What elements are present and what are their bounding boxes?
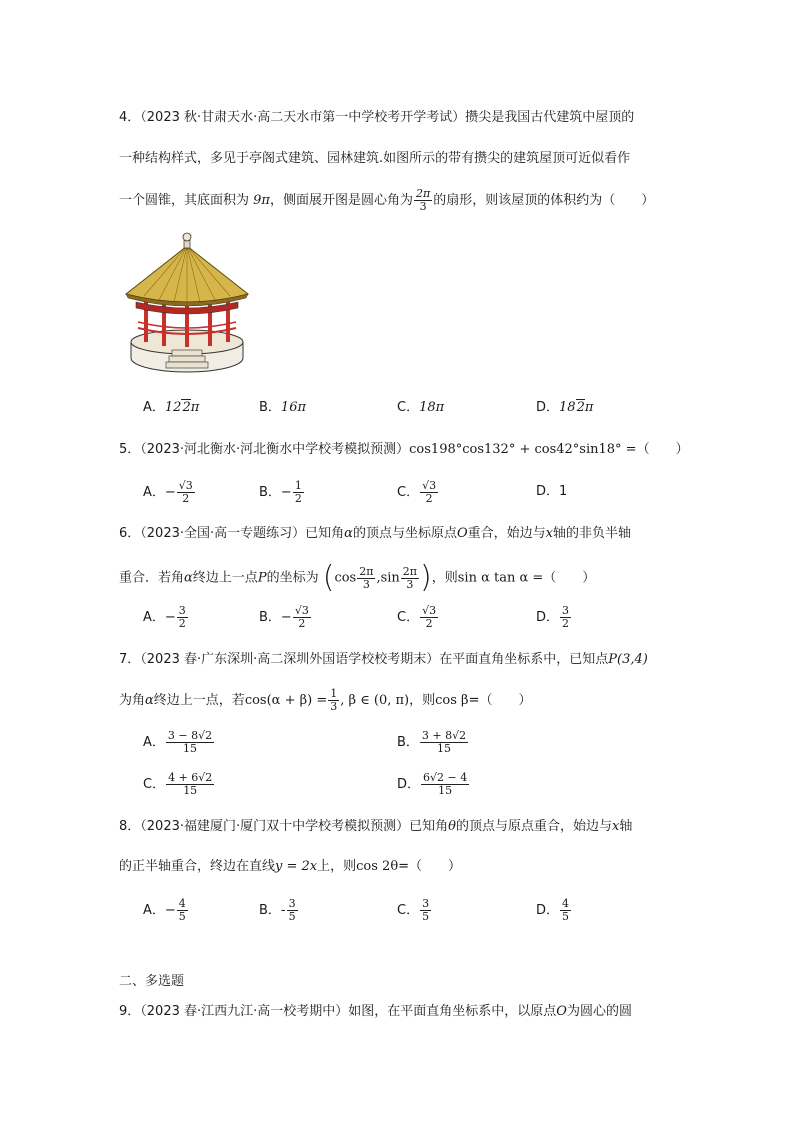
q4-number: 4． [119, 110, 141, 125]
q4-area: 9π [253, 193, 270, 208]
q7-option-c[interactable]: C． $\frac{4 + 6√2}{15}$ [143, 771, 213, 797]
q9-number: 9． [119, 1004, 141, 1019]
q4-line-3 [119, 188, 654, 213]
q5-expression: cos198°cos132° + cos42°sin18° =（ ） [409, 442, 689, 457]
q4-option-a[interactable]: A．122π [143, 400, 200, 415]
q5-option-c[interactable]: C． $\frac{√3}{2}$ [397, 479, 437, 505]
q6-source: （2023·全国·高一专题练习） [140, 526, 306, 541]
q7-option-a[interactable]: A． $\frac{3 - 8√2}{15}$ [143, 729, 213, 755]
q7-source: （2023 春·广东深圳·高二深圳外国语学校校考期末） [140, 652, 440, 667]
q7-number: 7． [119, 652, 141, 667]
q4-text-3a: 一个圆锥，其底面积为 [119, 193, 250, 208]
q4-option-d[interactable]: D．182π [536, 400, 594, 415]
q9-line-1: 9．（2023 春·江西九江·高一校考期中）如图，在平面直角坐标系中，以原点O为圆心的圆 [119, 1004, 632, 1019]
q4-option-b-value: 16π [280, 400, 307, 415]
q4-source: （2023 秋·甘肃天水·高二天水市第一中学校考开学考试） [140, 110, 466, 125]
q8-line-2: 的正半轴重合，终边在直线y = 2x上，则cos 2θ=（ ） [119, 859, 462, 874]
q6-option-c[interactable]: C． $\frac{√3}{2}$ [397, 604, 437, 630]
q5-option-d[interactable]: D．1 [536, 484, 568, 499]
q8-option-c[interactable]: C． $\frac{3}{5}$ [397, 897, 430, 923]
q4-option-a-value: 122π [164, 400, 200, 415]
q4-line-2 [119, 149, 630, 169]
q6-number: 6． [119, 526, 141, 541]
q8-option-b[interactable]: B．- $\frac{3}{5}$ [259, 897, 296, 923]
q6-option-b[interactable]: B．− $\frac{√3}{2}$ [259, 604, 309, 630]
q8-line-1: 8．（2023·福建厦门·厦门双十中学校考模拟预测）已知角θ的顶点与原点重合，始边与x轴 [119, 819, 633, 834]
pavilion-illustration [124, 232, 250, 382]
q5-line-1 [119, 440, 689, 460]
q9-source: （2023 春·江西九江·高一校考期中） [140, 1004, 349, 1019]
q7-option-d[interactable]: D． $\frac{6√2 - 4}{15}$ [397, 771, 468, 797]
q8-option-d[interactable]: D． $\frac{4}{5}$ [536, 897, 570, 923]
q5-number: 5． [119, 442, 141, 457]
q4-option-b[interactable]: B．16π [259, 400, 307, 415]
q7-line-2: 为角α终边上一点，若cos(α + β) = $\frac{1}{3}$ , β ∈ (0, π)，则cos β=（ ） [119, 687, 532, 713]
q4-text-3b: ，侧面展开图是圆心角为 [269, 193, 413, 208]
q6-option-a[interactable]: A．− $\frac{3}{2}$ [143, 604, 186, 630]
q5-option-b[interactable]: B．− $\frac{1}{2}$ [259, 479, 302, 505]
q8-number: 8． [119, 819, 141, 834]
q4-text-3c: 的扇形，则该屋顶的体积约为（ ） [433, 193, 655, 208]
q5-source: （2023·河北衡水·河北衡水中学校考模拟预测） [140, 442, 410, 457]
q4-line-1 [119, 108, 634, 128]
q4-text-1: 攒尖是我国古代建筑中屋顶的 [465, 110, 635, 125]
q6-option-d[interactable]: D． $\frac{3}{2}$ [536, 604, 570, 630]
section-heading-multi-choice: 二、多选题 [119, 974, 185, 989]
q8-source: （2023·福建厦门·厦门双十中学校考模拟预测） [140, 819, 410, 834]
q7-option-b[interactable]: B． $\frac{3 + 8√2}{15}$ [397, 729, 467, 755]
q4-text-2: 一种结构样式，多见于亭阁式建筑、园林建筑.如图所示的带有攒尖的建筑屋顶可近似看作 [119, 151, 631, 166]
q6-line-1: 6．（2023·全国·高一专题练习）已知角α的顶点与坐标原点O重合，始边与x轴的非负半轴 [119, 526, 631, 541]
q5-option-a[interactable]: A．− $\frac{√3}{2}$ [143, 479, 193, 505]
q4-option-d-value: 182π [559, 400, 594, 415]
q7-line-1: 7．（2023 春·广东深圳·高二深圳外国语学校校考期末）在平面直角坐标系中，已知点P(3,4) [119, 652, 648, 667]
q8-option-a[interactable]: A．− $\frac{4}{5}$ [143, 897, 186, 923]
q4-option-c[interactable]: C．18π [397, 400, 445, 415]
q6-line-2: 重合．若角α终边上一点P的坐标为 (cos $\frac{2\pi}{3}$ ,sin $\frac{2\pi}{3}$ )，则sin α tan α =（ ） [119, 560, 596, 595]
q4-angle-fraction: $\frac{2\pi}{3}$ [416, 187, 431, 213]
q4-option-c-value: 18π [419, 400, 445, 415]
